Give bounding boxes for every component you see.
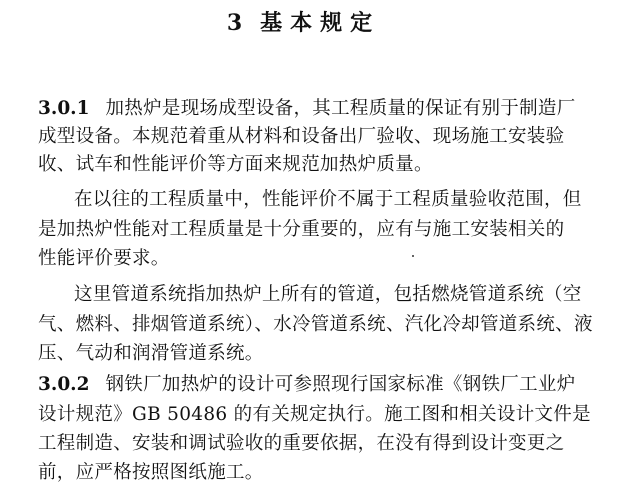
clause-3-0-2-line-1 [38, 374, 576, 396]
section-number: 3 [226, 10, 243, 36]
scan-speck [412, 255, 414, 257]
section-title: 基本规定 [260, 10, 381, 36]
clause-3-0-1-line-1 [38, 98, 576, 120]
paragraph-text: 设计规范》GB 50486 的有关规定执行。施工图和相关设计文件是 [38, 404, 591, 425]
clause-3-0-1-p2-line-3 [38, 248, 170, 270]
paragraph-text: 钢铁厂加热炉的设计可参照现行国家标准《钢铁厂工业炉 [105, 374, 576, 395]
clause-3-0-2-line-3 [38, 433, 564, 455]
paragraph-text: 气、燃料、排烟管道系统）、水冷管道系统、汽化冷却管道系统、液 [38, 314, 593, 335]
clause-3-0-1-p2-line-1 [74, 189, 582, 211]
clause-number: 3.0.2 [38, 374, 90, 395]
clause-3-0-1-p3-line-1 [74, 284, 582, 306]
paragraph-text: 这里管道系统指加热炉上所有的管道，包括燃烧管道系统（空 [74, 284, 582, 305]
paragraph-text: 在以往的工程质量中，性能评价不属于工程质量验收范围，但 [74, 189, 582, 210]
clause-3-0-1-p3-line-3 [38, 343, 264, 365]
paragraph-text: 压、气动和润滑管道系统。 [38, 343, 264, 364]
paragraph-text: 是加热炉性能对工程质量是十分重要的，应有与施工安装相关的 [38, 219, 565, 240]
paragraph-text: 收、试车和性能评价等方面来规范加热炉质量。 [38, 154, 433, 175]
clause-3-0-1-line-3 [38, 154, 433, 176]
paragraph-text: 加热炉是现场成型设备，其工程质量的保证有别于制造厂 [105, 98, 576, 119]
clause-3-0-1-p3-line-2 [38, 314, 593, 336]
clause-number: 3.0.1 [38, 98, 90, 119]
paragraph-text: 成型设备。本规范着重从材料和设备出厂验收、现场施工安装验 [38, 126, 565, 147]
clause-3-0-1-p2-line-2 [38, 219, 564, 241]
section-heading [0, 6, 619, 37]
clause-3-0-1-line-2 [38, 126, 564, 148]
clause-3-0-2-line-4 [38, 462, 264, 484]
paragraph-text: 工程制造、安装和调试验收的重要依据，在没有得到设计变更之 [38, 433, 565, 454]
clause-3-0-2-line-2 [38, 404, 591, 426]
paragraph-text: 性能评价要求。 [38, 248, 170, 269]
paragraph-text: 前，应严格按照图纸施工。 [38, 462, 264, 483]
